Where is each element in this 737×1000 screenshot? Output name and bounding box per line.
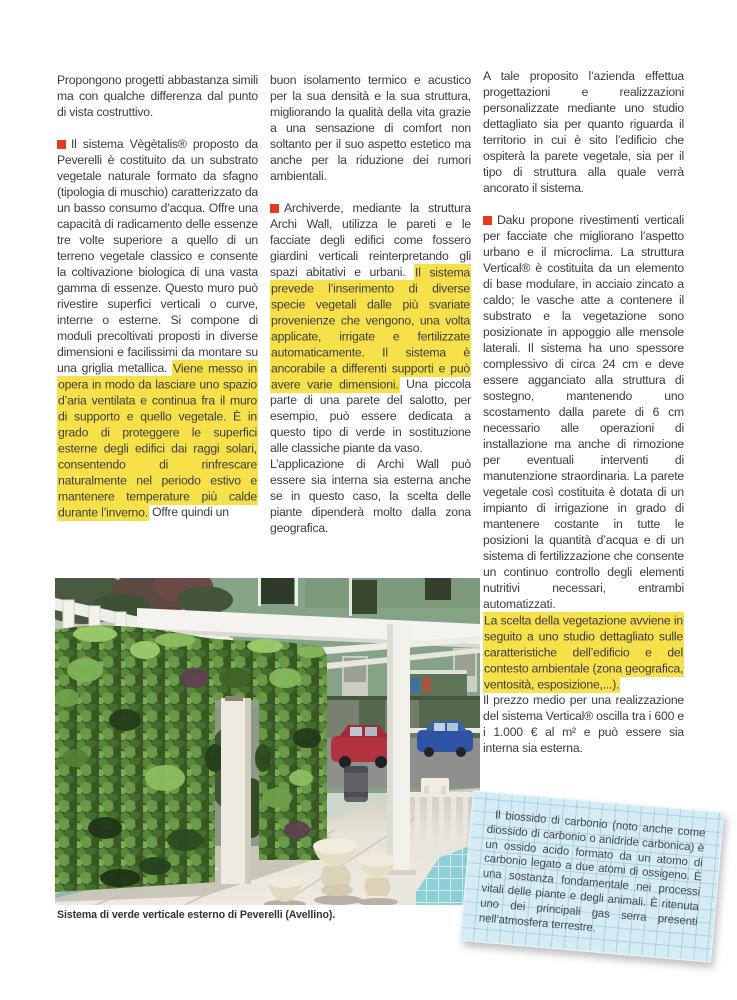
co2-note-box <box>460 790 724 963</box>
green-wall <box>55 626 327 892</box>
white-pillar <box>221 696 251 884</box>
body-text: buon isolamento termico e acustico per la sua densità e la sua struttura, migliorando la qualità della vita grazie a una sensazione di comfort non soltanto per il suo aspetto estetico ma anche per la riduzione dei rumori ambientali. <box>270 73 471 183</box>
co2-note-text: Il biossido di carbonio (noto anche come diossido di carbonio o anidride carbonica) è un ossido acido formato da un atomo di carbonio legato a due atomi di ossigeno. È una sostanza fondamentale nei processi vitali delle piante e degli animali. È ritenuta uno dei principali gas serra presenti nell’atmosfera terrestre. <box>478 809 706 935</box>
photo-caption: Sistema di verde verticale esterno di Peverelli (Avellino). <box>57 909 336 921</box>
body-text: Daku propone rivestimenti verticali per facciate che migliorano l’aspetto urbano e il microclima. La struttura Vertical® è costituita da un elemento di base modulare, in acciaio zincato a caldo; le vasche atte a contenere il substrato e la vegetazione sono posizionate in appoggio alle mensole laterali. Il sistema ha uno spessore complessivo di circa 24 cm e deve essere agganciato alla struttura di sostegno, mantenendo uno scostamento dalla parete di 6 cm necessario alle operazioni di installazione ma anche di rimozione per eventuali interventi di manutenzione straordinaria. La parete vegetale così costituita è dotata di un impianto di irrigazione in grado di mantenere costante in tutte le posizioni la quantità d’acqua e di un sistema di fertilizzazione che consente un continuo controllo degli elementi nutritivi necessari, entrambi automatizzati. <box>483 213 684 611</box>
trash-bin <box>344 766 368 802</box>
body-text: Il prezzo medio per una realizzazione del sistema Vertical® oscilla tra i 600 e i 1.000 € al m² e può essere sia interna sia esterna. <box>483 693 684 755</box>
highlighted-text: Il sistema prevede l’inserimento di diverse specie vegetali dalle più svariate provenienze che vengono, una volta applicate, irrigate e fertilizzate automaticamente. Il sistema è ancorabile a differenti supporti e può avere varie dimensioni. <box>271 265 470 391</box>
paragraph <box>483 68 684 196</box>
paragraph <box>483 612 684 692</box>
text-column-2 <box>270 72 471 536</box>
paragraph <box>483 212 684 612</box>
highlighted-text: La scelta della vegetazione avviene in seguito a uno studio dettagliato sulle caratteristiche dell’edificio e del contesto ambientale (zona geografica, ventosità, esposizione,...). <box>484 613 684 691</box>
body-text: Propongono progetti abbastanza simili ma con qualche differenza dal punto di vista costruttivo. <box>57 73 258 119</box>
highlighted-text: Viene messo in opera in modo da lasciare uno spazio d’aria ventilata e continua fra il muro di supporto e quello vegetale. È in grado di proteggere le superfici esterne degli edifici dai raggi solari, consentendo di rinfrescare naturalmente nel periodo estivo e mantenere temperature più calde durante l’inverno. <box>58 361 257 519</box>
body-text: Una piccola parte di una parete del salotto, per esempio, può essere dedicata a questo tipo di verde in sostituzione alle classiche piante da vaso. <box>270 377 471 455</box>
paragraph <box>57 72 258 120</box>
paragraph <box>270 456 471 536</box>
text-column-1 <box>57 72 258 520</box>
red-square-bullet <box>57 140 66 149</box>
paragraph <box>57 136 258 520</box>
vertical-garden-photo <box>55 578 480 905</box>
body-text: L’applicazione di Archi Wall può essere sia interna sia esterna anche se in questo caso, la scelta delle piante dipenderà molto dalla zona geografica. <box>270 457 471 535</box>
body-text: Offre quindi un <box>148 505 229 519</box>
paragraph <box>483 692 684 756</box>
red-square-bullet <box>270 204 279 213</box>
body-text: Archiverde, mediante la struttura Archi Wall, utilizza le pareti e le facciate degli edifici come fossero giardini verticali reinterpretando gli spazi abitativi e urbani. <box>270 201 471 279</box>
body-text: Il sistema Vègètalis® proposto da Peverelli è costituito da un substrato vegetale naturale formato da sfagno (tipologia di muschio) caratterizzato da un basso consumo d’acqua. Offre una capacità di radicamento delle essenze tre volte superiore a quello di un terreno vegetale classico e consente la coltivazione biologica di una vasta gamma di essenze. Questo muro può rivestire superfici verticali o curve, interne o esterne. Si compone di moduli precoltivati proposti in diverse dimensioni e facilissimi da montare su una griglia metallica. <box>57 137 258 375</box>
red-square-bullet <box>483 216 492 225</box>
paragraph <box>270 200 471 456</box>
body-text: A tale proposito l’azienda effettua progettazioni e realizzazioni personalizzate mediante uno studio dettagliato sia per quanto riguarda il territorio in cui è sito l’edificio che ospiterà la parete vegetale, sia per il tipo di struttura alla quale verrà ancorato il sistema. <box>483 69 684 195</box>
paragraph <box>270 72 471 184</box>
photo-illustration <box>55 578 480 905</box>
text-column-3 <box>483 68 684 756</box>
